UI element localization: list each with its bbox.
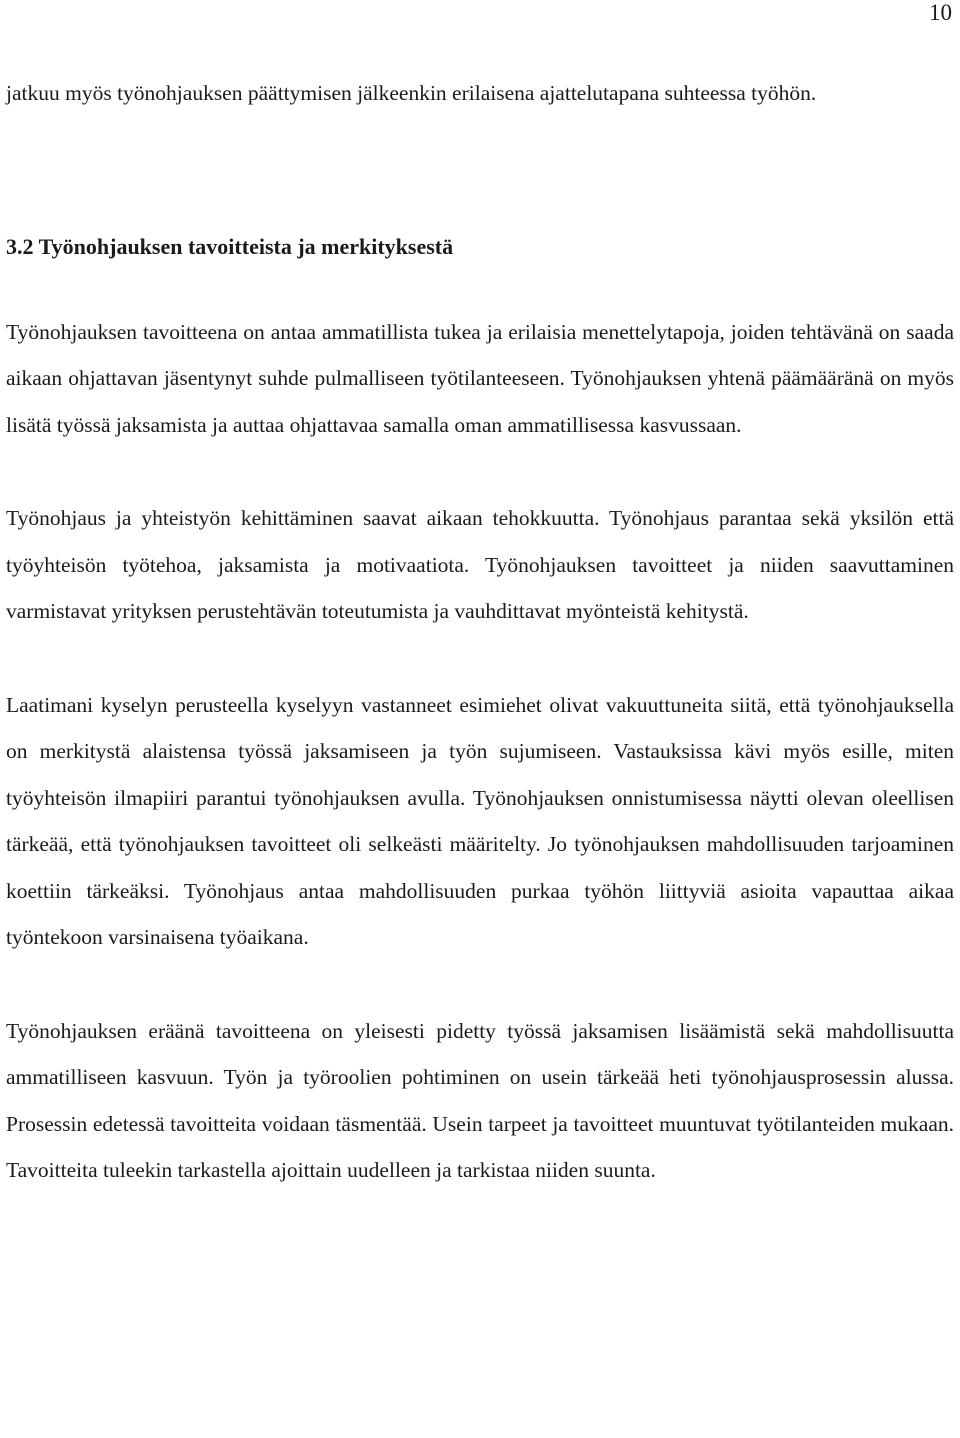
paragraph-survey: Laatimani kyselyn perusteella kyselyyn vastanneet esimiehet olivat vakuuttuneita siitä, että työnohjauksella on merkitystä alaistensa työssä jaksamiseen ja työn sujumiseen. Vastauksissa kävi myös esille, miten työyhteisön ilmapiiri parantui työnohjauksen avulla. Työnohjauksen onnistumisessa näytti olevan oleellisen tärkeää, että työnohjauksen tavoitteet oli selkeästi määritelty. Jo työnohjauksen mahdollisuuden tarjoaminen koettiin tärkeäksi. Työnohjaus antaa mahdollisuuden purkaa työhön liittyviä asioita vapauttaa aikaa työntekoon varsinaisena työaikana. [6,692,954,949]
paragraph-goals: Työnohjauksen tavoitteena on antaa ammatillista tukea ja erilaisia menettelytapoja, joiden tehtävänä on saada aikaan ohjattavan jäsentynyt suhde pulmalliseen työtilanteeseen. Työnohjauksen yhtenä päämääränä on myös lisätä työssä jaksamista ja auttaa ohjattavaa samalla oman ammatillisessa kasvussaan. [6,319,954,437]
document-body [6,70,954,1194]
paragraph-efficiency: Työnohjaus ja yhteistyön kehittäminen saavat aikaan tehokkuutta. Työnohjaus parantaa sekä yksilön että työyhteisön työtehoa, jaksamista ja motivaatiota. Työnohjauksen tavoitteet ja niiden saavuttaminen varmistavat yrityksen perustehtävän toteutumista ja vauhdittavat myönteistä kehitystä. [6,506,954,623]
page-number: 10 [929,0,952,25]
intro-paragraph: jatkuu myös työnohjauksen päättymisen jälkeenkin erilaisena ajattelutapana suhteessa työhön. [6,81,817,105]
paragraph-coping: Työnohjauksen eräänä tavoitteena on yleisesti pidetty työssä jaksamisen lisäämistä sekä mahdollisuutta ammatilliseen kasvuun. Työn ja työroolien pohtiminen on usein tärkeää heti työnohjausprosessin alussa. Prosessin edetessä tavoitteita voidaan täsmentää. Usein tarpeet ja tavoitteet muuntuvat työtilanteiden mukaan. Tavoitteita tuleekin tarkastella ajoittain uudelleen ja tarkistaa niiden suunta. [6,1018,954,1182]
section-heading: 3.2 Työnohjauksen tavoitteista ja merkityksestä [6,233,454,259]
